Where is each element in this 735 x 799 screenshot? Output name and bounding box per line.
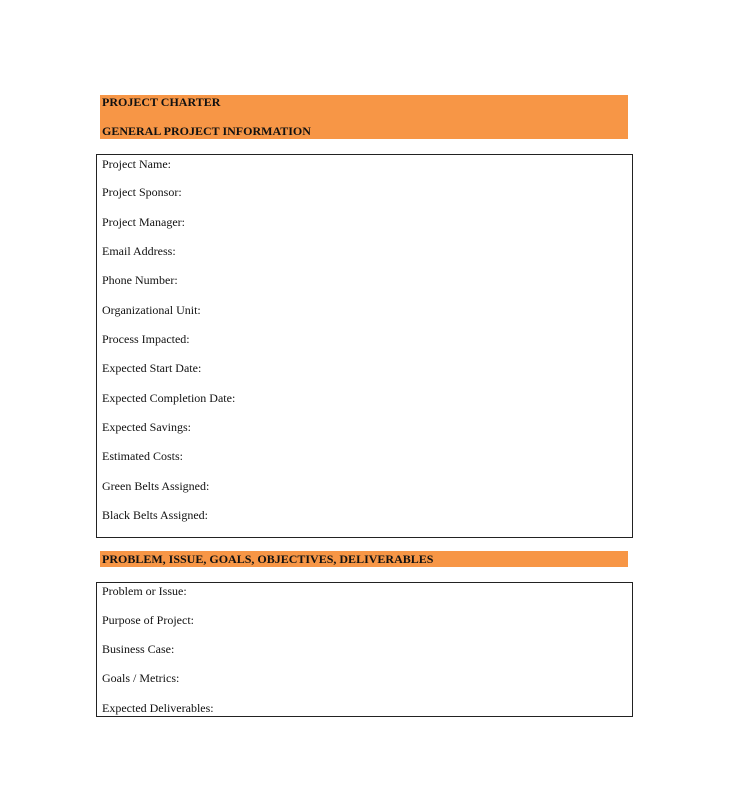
field-process-impacted: Process Impacted:: [102, 332, 190, 346]
section-heading-general: GENERAL PROJECT INFORMATION: [102, 124, 311, 138]
section-band-problem: [100, 551, 628, 567]
field-expected-savings: Expected Savings:: [102, 420, 191, 434]
field-organizational-unit: Organizational Unit:: [102, 303, 201, 317]
field-project-manager: Project Manager:: [102, 215, 185, 229]
field-business-case: Business Case:: [102, 642, 175, 656]
field-project-sponsor: Project Sponsor:: [102, 185, 182, 199]
field-expected-start-date: Expected Start Date:: [102, 361, 202, 375]
field-goals-metrics: Goals / Metrics:: [102, 671, 180, 685]
section-heading-problem: PROBLEM, ISSUE, GOALS, OBJECTIVES, DELIVERABLES: [102, 552, 434, 566]
field-expected-completion-date: Expected Completion Date:: [102, 391, 236, 405]
field-black-belts-assigned: Black Belts Assigned:: [102, 508, 208, 522]
field-phone-number: Phone Number:: [102, 273, 178, 287]
field-estimated-costs: Estimated Costs:: [102, 449, 183, 463]
document-title: PROJECT CHARTER: [102, 95, 221, 109]
header-band: [100, 95, 628, 139]
problem-box: [96, 582, 633, 717]
field-email-address: Email Address:: [102, 244, 176, 258]
field-project-name: Project Name:: [102, 157, 171, 171]
general-info-box: [96, 154, 633, 538]
field-purpose-of-project: Purpose of Project:: [102, 613, 194, 627]
field-green-belts-assigned: Green Belts Assigned:: [102, 479, 210, 493]
field-problem-or-issue: Problem or Issue:: [102, 584, 187, 598]
field-expected-deliverables: Expected Deliverables:: [102, 701, 214, 715]
